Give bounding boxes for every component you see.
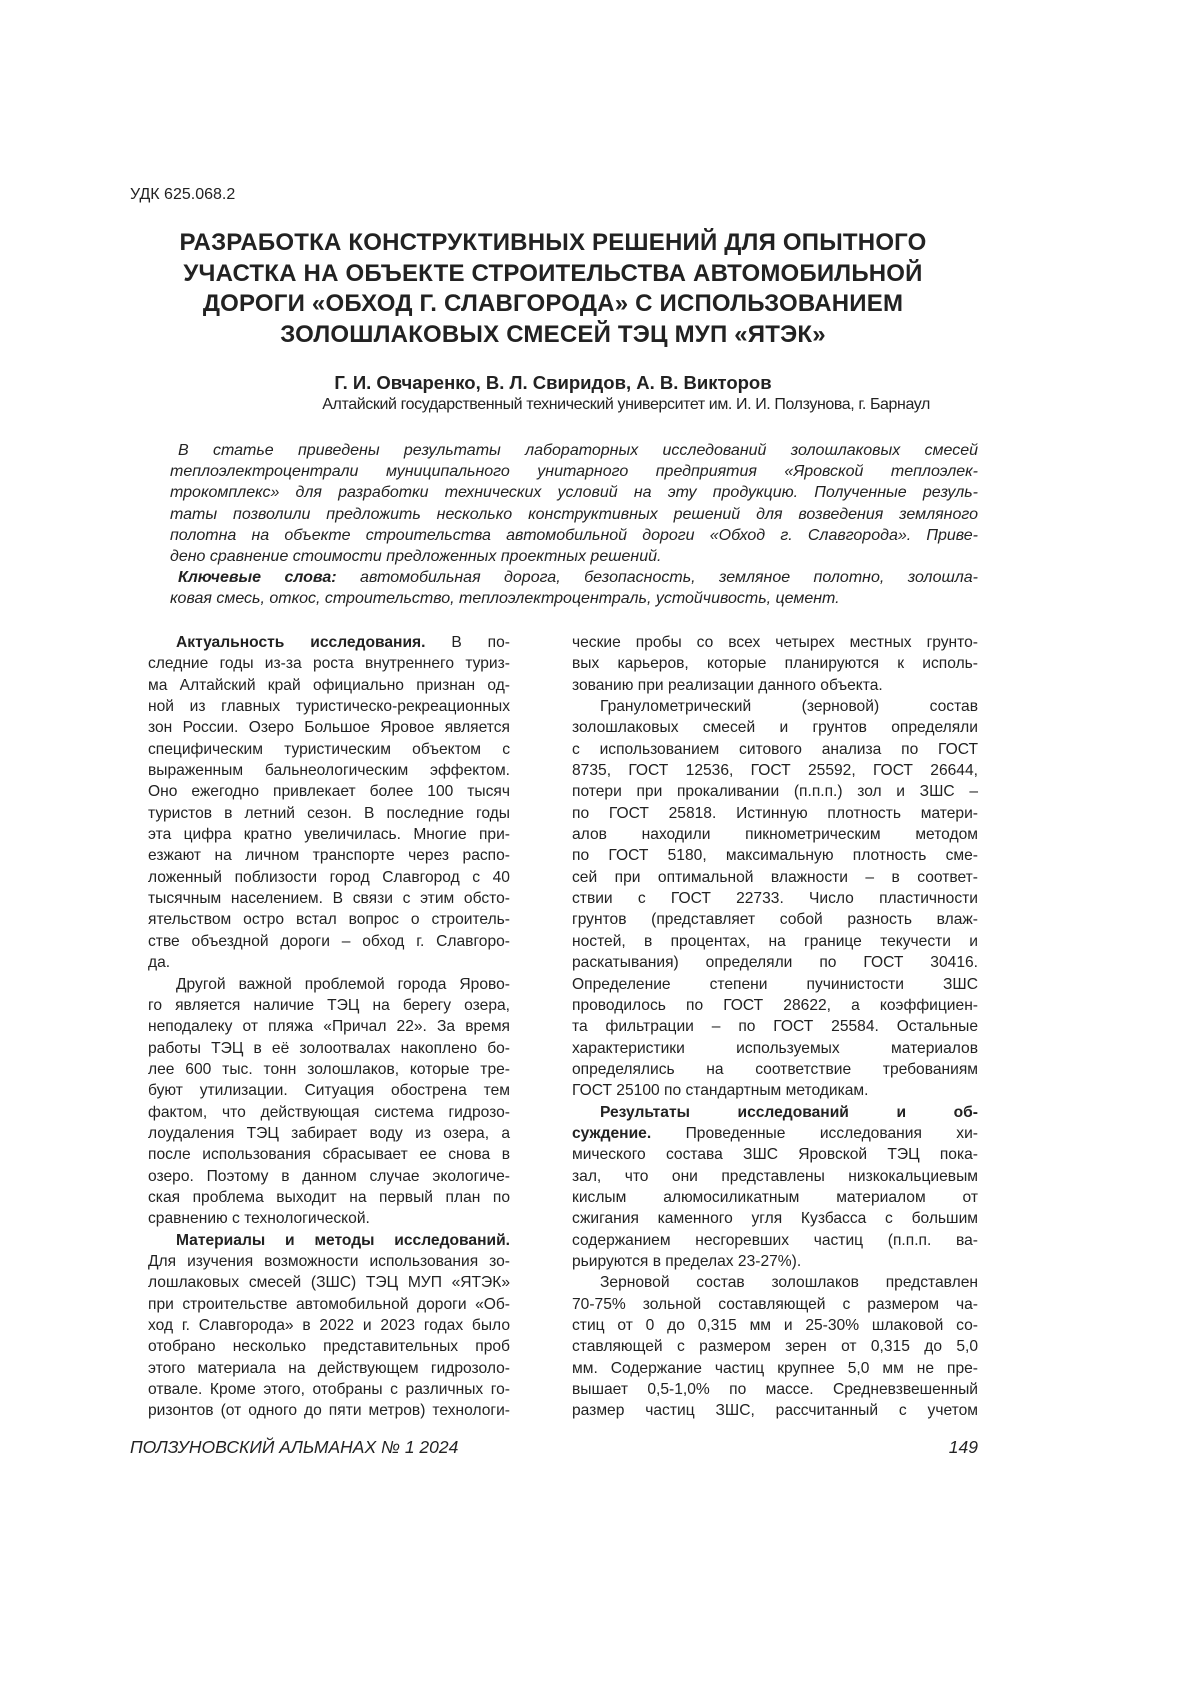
text-line: отобрано несколько представительных проб [148,1336,510,1357]
paragraph [170,567,978,609]
paragraph [148,632,510,974]
text-line: туристов в летний сезон. В последние годы [148,803,510,824]
text-line: размер частиц ЗШС, рассчитанный с учетом [572,1400,978,1421]
text-line: 70-75% зольной составляющей с размером ча- [572,1294,978,1315]
text-line: буют утилизации. Ситуация обострена тем [148,1080,510,1101]
text-line: с использованием ситового анализа по ГОСТ [572,739,978,760]
text-line: зованию при реализации данного объекта. [572,675,978,696]
text-line: ская проблема выходит на первый план по [148,1187,510,1208]
text-line: этого материала на действующем гидрозоло- [148,1358,510,1379]
section-heading: Актуальность исследования. [176,634,425,651]
text-line: зон России. Озеро Большое Яровое является [148,717,510,738]
text-line: ческие пробы со всех четырех местных грунто- [572,632,978,653]
text-line: ной из главных туристическо-рекреационных [148,696,510,717]
affiliation: Алтайский государственный технический университет им. И. И. Ползунова, г. Барнаул [120,396,986,414]
text-line: Для изучения возможности использования зо- [148,1251,510,1272]
paragraph [572,1102,978,1273]
paragraph [148,974,510,1230]
text-line: стиц от 0 до 0,315 мм и 25-30% шлаковой со- [572,1315,978,1336]
text-line: стве объездной дороги – обход г. Славгоро- [148,931,510,952]
text-line: ствии с ГОСТ 22733. Число пластичности [572,888,978,909]
text-line: Зерновой состав золошлаков представлен [572,1272,978,1293]
section-heading: суждение. [572,1125,651,1142]
text-line: ятельством остро встал вопрос о строитель- [148,909,510,930]
text-line: Оно ежегодно привлекает более 100 тысяч [148,781,510,802]
text-line: лошлаковых смесей (ЗШС) ТЭЦ МУП «ЯТЭК» [148,1272,510,1293]
text-line: сравнению с технологической. [148,1208,510,1229]
text-line: озеро. Поэтому в данном случае экологиче- [148,1166,510,1187]
section-heading: Результаты исследований и об- [600,1104,978,1121]
text-line: трокомплекс» для разработки технических условий на эту продукцию. Полученные резуль- [170,482,978,503]
text-line: алов находили пикнометрическим методом [572,824,978,845]
text-line: дено сравнение стоимости предложенных проектных решений. [170,546,978,567]
title-line: УЧАСТКА НА ОБЪЕКТЕ СТРОИТЕЛЬСТВА АВТОМОБИЛЬНОЙ [120,259,986,290]
text-line: по ГОСТ 25818. Истинную плотность матери- [572,803,978,824]
text-line: после использования сбрасывает ее снова в [148,1144,510,1165]
line-text: Проведенные исследования хи- [651,1125,978,1142]
line-text: В по- [425,634,510,651]
text-line: вышает 0,5-1,0% по массе. Средневзвешенный [572,1379,978,1400]
text-line: содержанием несгоревших частиц (п.п.п. ва- [572,1230,978,1251]
text-line: золошлаковых смесей и грунтов определяли [572,717,978,738]
text-line: выраженным бальнеологическим эффектом. [148,760,510,781]
text-line [572,1102,978,1123]
text-line: при строительстве автомобильной дороги «Об- [148,1294,510,1315]
text-line: вых карьеров, которые планируются к исполь- [572,653,978,674]
text-line: В статье приведены результаты лабораторных исследований золошлаковых смесей [170,440,978,461]
text-line: ризонтов (от одного до пяти метров) технологи- [148,1400,510,1421]
text-line: фактом, что действующая система гидрозо- [148,1102,510,1123]
text-line: эта цифра кратно увеличилась. Многие при- [148,824,510,845]
text-line: да. [148,952,510,973]
text-line: ложенный поблизости город Славгород с 40 [148,867,510,888]
text-line: Гранулометрический (зерновой) состав [572,696,978,717]
paragraph [148,1230,510,1422]
section-heading: Ключевые слова: [178,569,337,586]
text-line [148,1230,510,1251]
text-line: раскатывания) определяли по ГОСТ 30416. [572,952,978,973]
text-line: неподалеку от пляжа «Причал 22». За время [148,1016,510,1037]
text-line: специфическим туристическим объектом с [148,739,510,760]
text-line: ставляющей с размером зерен от 0,315 до 5,0 [572,1336,978,1357]
text-line: лоудаления ТЭЦ забирает воду из озера, а [148,1123,510,1144]
text-line [572,1123,978,1144]
text-line: сей при оптимальной влажности – в соответ- [572,867,978,888]
text-line: та фильтрации – по ГОСТ 25584. Остальные [572,1016,978,1037]
paragraph [572,1272,978,1421]
paragraph [170,440,978,567]
text-line: ход г. Славгорода» в 2022 и 2023 годах было [148,1315,510,1336]
authors: Г. И. Овчаренко, В. Л. Свиридов, А. В. Викторов [120,372,986,394]
text-line: грунтов (представляет собой разность влаж- [572,909,978,930]
abstract [170,440,978,567]
line-text: автомобильная дорога, безопасность, земляное полотно, золошла- [337,569,978,586]
text-line: таты позволили предложить несколько конструктивных решений для возведения земляного [170,504,978,525]
text-line: по ГОСТ 5180, максимальную плотность сме- [572,845,978,866]
title-line: ЗОЛОШЛАКОВЫХ СМЕСЕЙ ТЭЦ МУП «ЯТЭК» [120,320,986,351]
paragraph [572,632,978,696]
paragraph [572,696,978,1102]
right-column [572,632,978,1422]
udc-code: УДК 625.068.2 [130,186,235,204]
text-line [148,632,510,653]
text-line: ма Алтайский край официально признан од- [148,675,510,696]
text-line: работы ТЭЦ в её золоотвалах накоплено бо- [148,1038,510,1059]
text-line: Определение степени пучинистости ЗШС [572,974,978,995]
text-line: полотна на объекте строительства автомобильной дороги «Обход г. Славгорода». Приве- [170,525,978,546]
text-line: го является наличие ТЭЦ на берегу озера, [148,995,510,1016]
text-line: лее 600 тыс. тонн золошлаков, которые тре- [148,1059,510,1080]
text-line [170,567,978,588]
text-line: ГОСТ 25100 по стандартным методикам. [572,1080,978,1101]
text-line: характеристики используемых материалов [572,1038,978,1059]
text-line: ковая смесь, откос, строительство, теплоэлектроцентраль, устойчивость, цемент. [170,588,978,609]
text-line: мического состава ЗШС Яровской ТЭЦ пока- [572,1144,978,1165]
text-line: Другой важной проблемой города Ярово- [148,974,510,995]
journal-footer: ПОЛЗУНОВСКИЙ АЛЬМАНАХ № 1 2024 [130,1437,458,1458]
text-line: потери при прокаливании (п.п.п.) зол и ЗШС – [572,781,978,802]
text-line: теплоэлектроцентрали муниципального унитарного предприятия «Яровской теплоэлек- [170,461,978,482]
section-heading: Материалы и методы исследований. [176,1232,510,1249]
text-line: следние годы из-за роста внутреннего туриз- [148,653,510,674]
text-line: тысячным населением. В связи с этим обсто- [148,888,510,909]
title-line: ДОРОГИ «ОБХОД Г. СЛАВГОРОДА» С ИСПОЛЬЗОВАНИЕМ [120,289,986,320]
title-line: РАЗРАБОТКА КОНСТРУКТИВНЫХ РЕШЕНИЙ ДЛЯ ОПЫТНОГО [120,228,986,259]
text-line: сжигания каменного угля Кузбасса с большим [572,1208,978,1229]
left-column [148,632,510,1422]
text-line: проводилось по ГОСТ 28622, а коэффициен- [572,995,978,1016]
keywords [170,567,978,609]
text-line: зал, что они представлены низкокальциевым [572,1166,978,1187]
text-line: определялись на соответствие требованиям [572,1059,978,1080]
article-title [120,228,986,350]
text-line: ностей, в процентах, на границе текучести и [572,931,978,952]
text-line: отвале. Кроме этого, отобраны с различных го- [148,1379,510,1400]
text-line: езжают на личном транспорте через распо- [148,845,510,866]
page-number: 149 [949,1437,978,1458]
text-line: мм. Содержание частиц крупнее 5,0 мм не пре- [572,1358,978,1379]
text-line: кислым алюмосиликатным материалом от [572,1187,978,1208]
text-line: 8735, ГОСТ 12536, ГОСТ 25592, ГОСТ 26644, [572,760,978,781]
text-line: рьируются в пределах 23-27%). [572,1251,978,1272]
